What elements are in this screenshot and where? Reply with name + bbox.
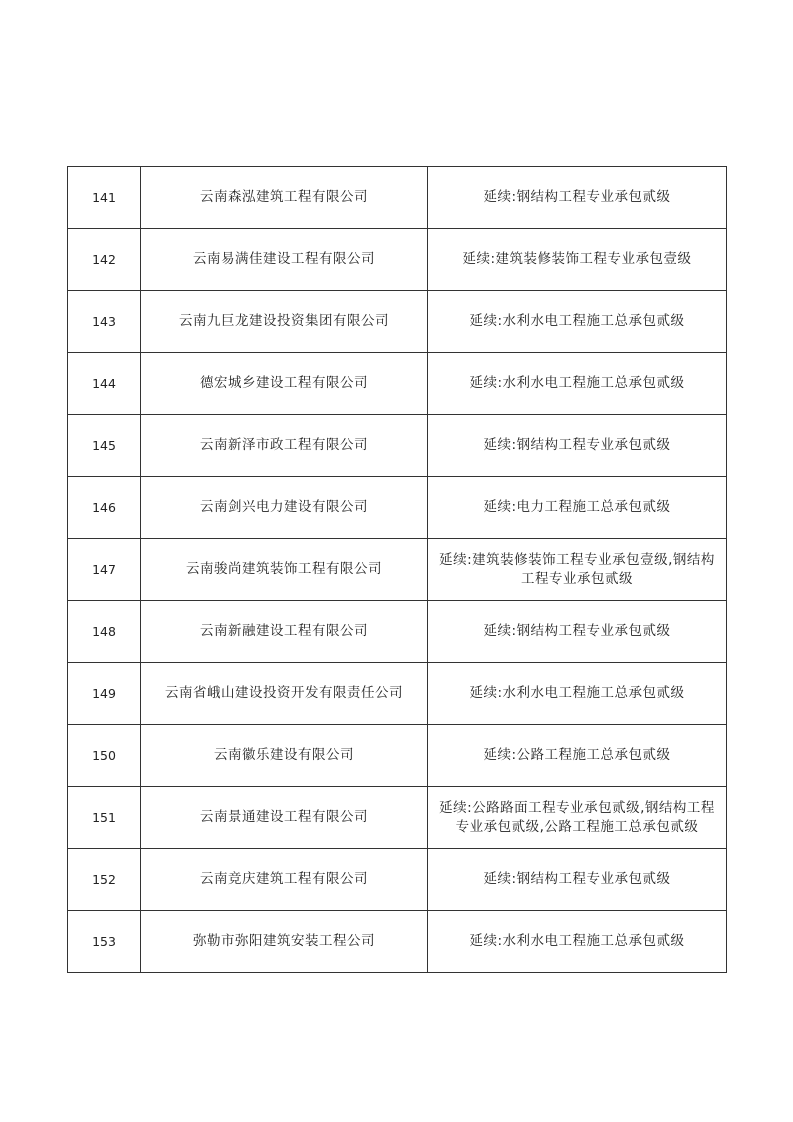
table-row [68,229,727,291]
company-name: 云南易满佳建设工程有限公司 [141,229,428,291]
row-number: 148 [68,601,141,663]
row-number: 144 [68,353,141,415]
row-number: 152 [68,849,141,911]
qualification-item: 延续:钢结构工程专业承包贰级 [428,415,727,477]
row-number: 142 [68,229,141,291]
qualification-item: 延续:电力工程施工总承包贰级 [428,477,727,539]
table-row [68,415,727,477]
qualification-item: 延续:钢结构工程专业承包贰级 [428,849,727,911]
qualification-item: 延续:水利水电工程施工总承包贰级 [428,911,727,973]
qualification-item: 延续:钢结构工程专业承包贰级 [428,601,727,663]
table-row [68,601,727,663]
qualification-item: 延续:水利水电工程施工总承包贰级 [428,663,727,725]
company-name: 云南景通建设工程有限公司 [141,787,428,849]
table-row [68,539,727,601]
table-row [68,663,727,725]
company-name: 弥勒市弥阳建筑安装工程公司 [141,911,428,973]
qualification-item: 延续:公路工程施工总承包贰级 [428,725,727,787]
row-number: 141 [68,167,141,229]
row-number: 145 [68,415,141,477]
company-name: 云南九巨龙建设投资集团有限公司 [141,291,428,353]
qualification-item: 延续:水利水电工程施工总承包贰级 [428,353,727,415]
company-name: 云南省峨山建设投资开发有限责任公司 [141,663,428,725]
qualification-item: 延续:建筑装修装饰工程专业承包壹级,钢结构工程专业承包贰级 [428,539,727,601]
table-row [68,725,727,787]
company-name: 云南骏尚建筑装饰工程有限公司 [141,539,428,601]
qualification-table [67,166,727,973]
table-row [68,291,727,353]
company-name: 云南徽乐建设有限公司 [141,725,428,787]
table-row [68,849,727,911]
table-row [68,167,727,229]
company-name: 云南新融建设工程有限公司 [141,601,428,663]
company-name: 云南新泽市政工程有限公司 [141,415,428,477]
qualification-item: 延续:水利水电工程施工总承包贰级 [428,291,727,353]
row-number: 149 [68,663,141,725]
table-row [68,911,727,973]
company-name: 云南剑兴电力建设有限公司 [141,477,428,539]
row-number: 143 [68,291,141,353]
table-row [68,787,727,849]
company-name: 云南森泓建筑工程有限公司 [141,167,428,229]
row-number: 150 [68,725,141,787]
table-body [68,167,727,973]
company-name: 德宏城乡建设工程有限公司 [141,353,428,415]
row-number: 146 [68,477,141,539]
qualification-item: 延续:公路路面工程专业承包贰级,钢结构工程专业承包贰级,公路工程施工总承包贰级 [428,787,727,849]
table-row [68,477,727,539]
qualification-item: 延续:建筑装修装饰工程专业承包壹级 [428,229,727,291]
table-row [68,353,727,415]
qualification-item: 延续:钢结构工程专业承包贰级 [428,167,727,229]
company-name: 云南竞庆建筑工程有限公司 [141,849,428,911]
row-number: 151 [68,787,141,849]
row-number: 147 [68,539,141,601]
row-number: 153 [68,911,141,973]
